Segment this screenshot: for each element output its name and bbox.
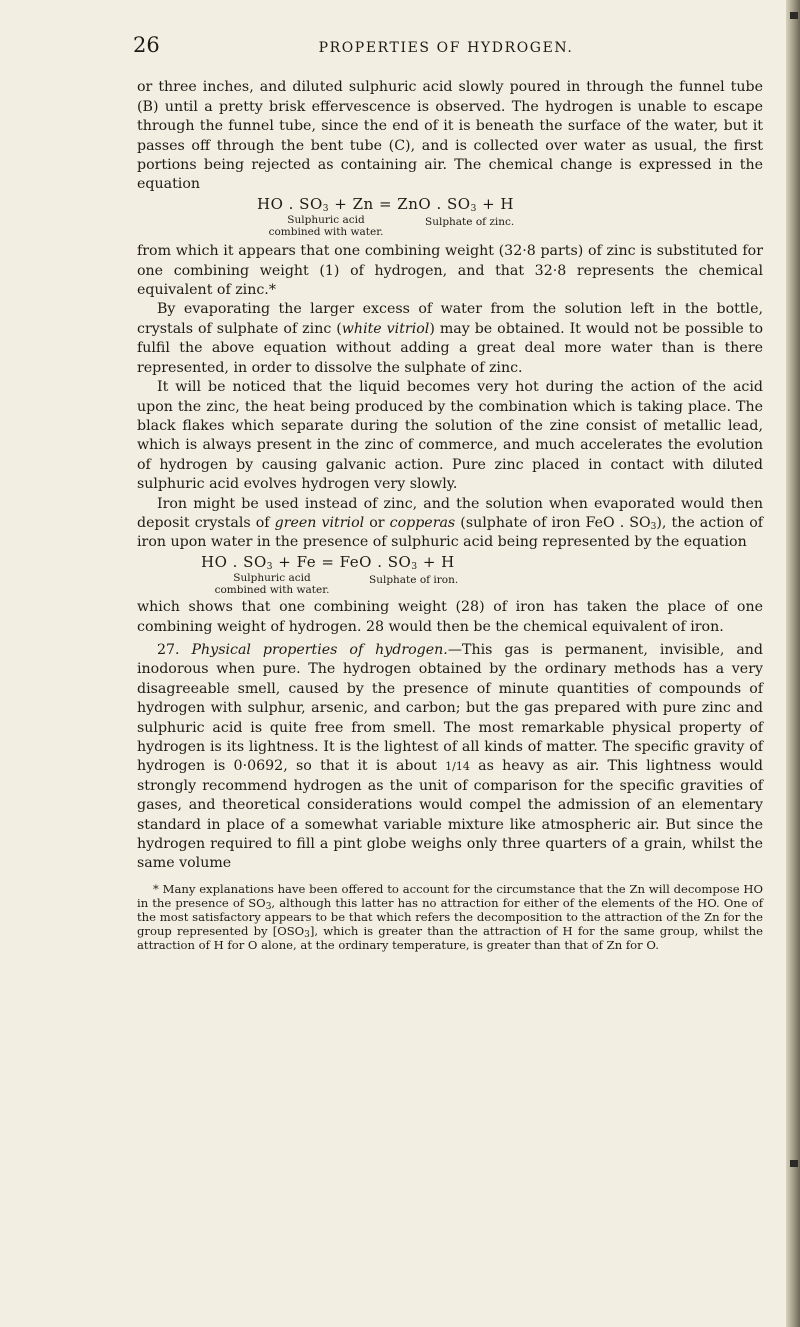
section-number: 27.	[157, 641, 192, 658]
product-label: Sulphate of zinc.	[425, 216, 515, 229]
footnote: * Many explanations have been offered to account for the circumstance that the Zn will decompose HO in the presence of $SO_3$, although this latter has no attraction for either of the elements of the HO. One of the most satisfactory appears to be that which refers the decomposition to the attraction of the Zn for the group represented by $[OSO_3]$, which is greater than the attraction of H for the same group, whilst the attraction of H for O alone, at the ordinary temperature, is greater than that of Zn for O.	[137, 881, 763, 952]
paragraph	[137, 78, 763, 194]
reactant-label: Sulphuric acid combined with water.	[214, 572, 330, 597]
page-content	[133, 33, 764, 952]
paragraph: which shows that one combining weight (28) of iron has taken the place of one combining weight of hydrogen. 28 would then be the chemical equivalent of iron.	[137, 599, 763, 635]
equation-zinc: HO . $SO_3 + Zn$ = ZnO . $SO_3 + H$	[257, 194, 514, 214]
reactant-label: Sulphuric acid combined with water.	[268, 214, 384, 239]
fraction: 1/14	[445, 760, 470, 774]
page-edge-shadow	[786, 0, 800, 1327]
equation-iron: HO . $SO_3 + Fe$ = FeO . $SO_3 + H$	[201, 552, 455, 572]
edge-mark	[790, 1160, 798, 1167]
product-label: Sulphate of iron.	[369, 574, 459, 587]
paragraph: It will be noticed that the liquid becomes very hot during the action of the acid upon the zinc, the heat being produced by the combination which is taking place. The black flakes which separate during the solution of the zine consist of metallic lead, which is always present in the zinc of commerce, and much accelerates the evolution of hydrogen by causing galvanic action. Pure zinc placed in contact with diluted sulphuric acid evolves hydrogen very slowly.	[137, 379, 763, 493]
equation-zinc-labels	[251, 214, 763, 238]
page-header	[133, 33, 763, 58]
paragraph-text: or three inches, and diluted sulphuric acid slowly poured in through the funnel tube (B) until a pretty brisk effervescence is observed. The hydrogen is unable to escape through the funnel tube, since the end of it is beneath the surface of the water, but it passes off through the bent tube (C), and is collected over water as usual, the first portions being rejected as containing air. The chemical change is expressed in the equation	[137, 79, 763, 193]
edge-mark	[790, 12, 798, 19]
page-number: 26	[133, 33, 160, 57]
equation-iron-labels	[197, 572, 763, 596]
paragraph: from which it appears that one combining weight (32·8 parts) of zinc is substituted for one combining weight (1) of hydrogen, and that 32·8 represents the chemical equivalent of zinc.*	[137, 243, 763, 299]
paragraph: Iron might be used instead of zinc, and the solution when evaporated would then deposit crystals of green vitriol or copperas (sulphate of iron FeO . $SO_3$), the action of iron upon water in the presence of sulphuric acid being represented by the equation	[137, 495, 763, 551]
section-title: Physical properties of hydrogen.	[191, 641, 448, 658]
running-head: PROPERTIES OF HYDROGEN.	[318, 40, 574, 56]
section-paragraph: 27. Physical properties of hydrogen.—This gas is permanent, invisible, and inodorous when pure. The hydrogen obtained by the ordinary methods has a very disagreeable smell, caused by the presence of minute quantities of compounds of hydrogen with sulphur, arsenic, and carbon; but the gas prepared with pure zinc and sulphuric acid is quite free from smell. The most remarkable physical property of hydrogen is its lightness. It is the lightest of all kinds of matter. The specific gravity of hydrogen is 0·0692, so that it is about 1/14 as heavy as air. This lightness would strongly recommend hydrogen as the unit of comparison for the specific gravities of gases, and theoretical considerations would compel the admission of an elementary standard in place of a somewhat variable mixture like atmospheric air. But since the hydrogen required to fill a pint globe weighs only three quarters of a grain, whilst the same volume	[137, 641, 764, 872]
paragraph: By evaporating the larger excess of water from the solution left in the bottle, crystals of sulphate of zinc (white vitriol) may be obtained. It would not be possible to fulfil the above equation without adding a great deal more water than is there represented, in order to dissolve the sulphate of zinc.	[137, 301, 763, 376]
